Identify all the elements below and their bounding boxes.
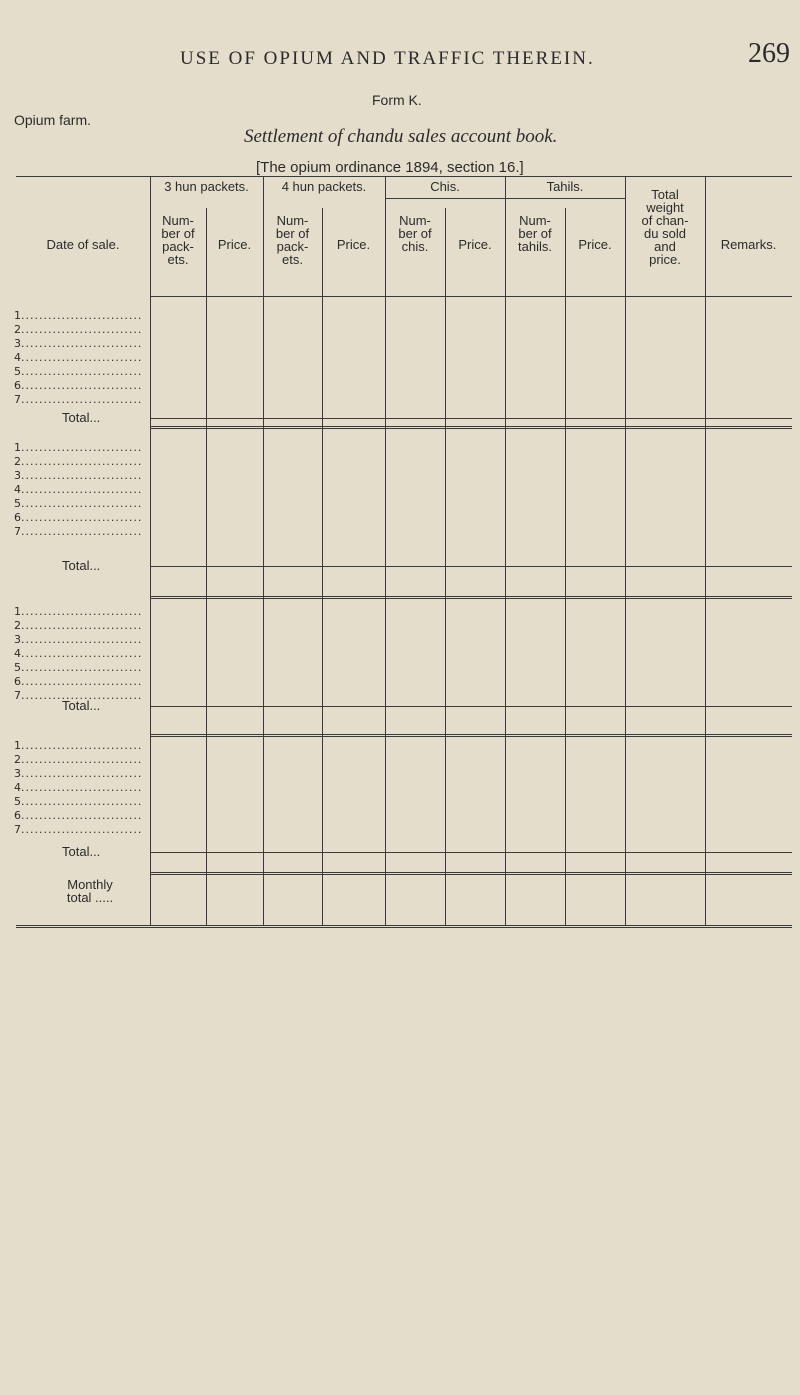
day-number: 2 bbox=[14, 754, 21, 766]
column-rule bbox=[705, 176, 706, 925]
monthly-total-label: Monthly total ..... bbox=[66, 877, 114, 905]
leader-dots: ........................... bbox=[21, 512, 143, 524]
day-row-label bbox=[14, 456, 147, 468]
leader-dots: ........................... bbox=[21, 648, 143, 660]
day-number: 3 bbox=[14, 768, 21, 780]
price-subheader: Price. bbox=[458, 237, 492, 252]
leader-dots: ........................... bbox=[21, 796, 143, 808]
day-number: 6 bbox=[14, 512, 21, 524]
price-subheader: Price. bbox=[217, 237, 252, 252]
day-number: 2 bbox=[14, 620, 21, 632]
running-head: USE OF OPIUM AND TRAFFIC THEREIN. bbox=[180, 48, 595, 69]
leader-dots: ........................... bbox=[21, 824, 143, 836]
day-row-label bbox=[14, 662, 147, 674]
column-rule bbox=[263, 176, 264, 925]
day-row-label bbox=[14, 366, 147, 378]
day-row-label bbox=[14, 498, 147, 510]
total-weight-header: Total weight of chan- du sold and price. bbox=[641, 187, 689, 267]
day-row-label bbox=[14, 634, 147, 646]
day-number: 3 bbox=[14, 634, 21, 646]
leader-dots: ........................... bbox=[21, 380, 143, 392]
total-row-bottom-rule bbox=[150, 872, 792, 875]
day-number: 4 bbox=[14, 352, 21, 364]
leader-dots: ........................... bbox=[21, 442, 143, 454]
day-row-label bbox=[14, 676, 147, 688]
leader-dots: ........................... bbox=[21, 634, 143, 646]
number-subheader: Num- ber of chis. bbox=[398, 213, 432, 254]
day-number: 1 bbox=[14, 606, 21, 618]
price-subheader: Price. bbox=[578, 237, 612, 252]
day-row-label bbox=[14, 394, 147, 406]
day-row-label bbox=[14, 810, 147, 822]
day-number: 4 bbox=[14, 648, 21, 660]
day-row-label bbox=[14, 470, 147, 482]
number-subheader: Num- ber of pack- ets. bbox=[275, 213, 310, 267]
table-top-rule bbox=[16, 176, 792, 177]
leader-dots: ........................... bbox=[21, 484, 143, 496]
day-number: 1 bbox=[14, 310, 21, 322]
leader-dots: ........................... bbox=[21, 456, 143, 468]
leader-dots: ........................... bbox=[21, 740, 143, 752]
group-header: Chis. bbox=[430, 179, 460, 194]
day-row-label bbox=[14, 526, 147, 538]
leader-dots: ........................... bbox=[21, 310, 143, 322]
leader-dots: ........................... bbox=[21, 620, 143, 632]
day-row-label bbox=[14, 782, 147, 794]
day-row-label bbox=[14, 380, 147, 392]
total-row-top-rule bbox=[150, 566, 792, 567]
day-row-label bbox=[14, 740, 147, 752]
leader-dots: ........................... bbox=[21, 470, 143, 482]
header-bottom-rule bbox=[150, 296, 792, 297]
day-number: 6 bbox=[14, 676, 21, 688]
total-row-bottom-rule bbox=[150, 734, 792, 737]
total-row-top-rule bbox=[150, 706, 792, 707]
day-row-label bbox=[14, 648, 147, 660]
leader-dots: ........................... bbox=[21, 324, 143, 336]
date-of-sale-header: Date of sale. bbox=[46, 237, 120, 252]
leader-dots: ........................... bbox=[21, 338, 143, 350]
leader-dots: ........................... bbox=[21, 782, 143, 794]
leader-dots: ........................... bbox=[21, 662, 143, 674]
day-number: 5 bbox=[14, 796, 21, 808]
day-number: 5 bbox=[14, 366, 21, 378]
day-row-label bbox=[14, 324, 147, 336]
day-number: 3 bbox=[14, 470, 21, 482]
day-number: 7 bbox=[14, 526, 21, 538]
leader-dots: ........................... bbox=[21, 768, 143, 780]
total-row-top-rule bbox=[150, 852, 792, 853]
column-rule bbox=[625, 176, 626, 925]
remarks-header: Remarks. bbox=[720, 237, 777, 252]
leader-dots: ........................... bbox=[21, 366, 143, 378]
total-row-label: Total... bbox=[62, 844, 101, 859]
day-number: 2 bbox=[14, 324, 21, 336]
total-row-label: Total... bbox=[62, 698, 101, 713]
total-row-top-rule bbox=[150, 418, 792, 419]
leader-dots: ........................... bbox=[21, 810, 143, 822]
day-number: 6 bbox=[14, 810, 21, 822]
day-number: 7 bbox=[14, 824, 21, 836]
day-row-label bbox=[14, 768, 147, 780]
column-rule bbox=[385, 176, 386, 925]
day-row-label bbox=[14, 620, 147, 632]
day-number: 4 bbox=[14, 782, 21, 794]
group-header: 4 hun packets. bbox=[281, 179, 367, 194]
day-row-label bbox=[14, 352, 147, 364]
day-row-label bbox=[14, 824, 147, 836]
column-rule bbox=[150, 176, 151, 925]
form-label: Form K. bbox=[372, 92, 422, 108]
number-subheader: Num- ber of pack- ets. bbox=[161, 213, 195, 267]
side-note: Opium farm. bbox=[14, 112, 92, 128]
day-row-label bbox=[14, 338, 147, 350]
leader-dots: ........................... bbox=[21, 352, 143, 364]
day-number: 7 bbox=[14, 394, 21, 406]
page-number: 269 bbox=[748, 38, 790, 69]
leader-dots: ........................... bbox=[21, 606, 143, 618]
day-number: 2 bbox=[14, 456, 21, 468]
group-header: 3 hun packets. bbox=[164, 179, 249, 194]
column-rule bbox=[505, 176, 506, 925]
day-row-label bbox=[14, 310, 147, 322]
day-number: 7 bbox=[14, 690, 21, 702]
leader-dots: ........................... bbox=[21, 754, 143, 766]
day-number: 5 bbox=[14, 498, 21, 510]
number-subheader: Num- ber of tahils. bbox=[518, 213, 552, 254]
day-number: 6 bbox=[14, 380, 21, 392]
leader-dots: ........................... bbox=[21, 690, 143, 702]
authority-citation: [The opium ordinance 1894, section 16.] bbox=[256, 159, 524, 176]
leader-dots: ........................... bbox=[21, 498, 143, 510]
day-row-label bbox=[14, 796, 147, 808]
day-number: 1 bbox=[14, 442, 21, 454]
day-row-label bbox=[14, 606, 147, 618]
total-row-bottom-rule bbox=[150, 426, 792, 429]
leader-dots: ........................... bbox=[21, 676, 143, 688]
day-number: 1 bbox=[14, 740, 21, 752]
day-number: 4 bbox=[14, 484, 21, 496]
total-row-bottom-rule bbox=[150, 596, 792, 599]
day-row-label bbox=[14, 484, 147, 496]
leader-dots: ........................... bbox=[21, 394, 143, 406]
form-title: Settlement of chandu sales account book. bbox=[244, 126, 558, 147]
day-row-label bbox=[14, 754, 147, 766]
price-subheader: Price. bbox=[336, 237, 371, 252]
table-bottom-rule bbox=[16, 925, 792, 928]
day-row-label bbox=[14, 512, 147, 524]
total-row-label: Total... bbox=[62, 558, 101, 573]
day-number: 5 bbox=[14, 662, 21, 674]
day-number: 3 bbox=[14, 338, 21, 350]
total-row-label: Total... bbox=[62, 410, 101, 425]
leader-dots: ........................... bbox=[21, 526, 143, 538]
day-row-label bbox=[14, 442, 147, 454]
group-header: Tahils. bbox=[546, 179, 584, 194]
